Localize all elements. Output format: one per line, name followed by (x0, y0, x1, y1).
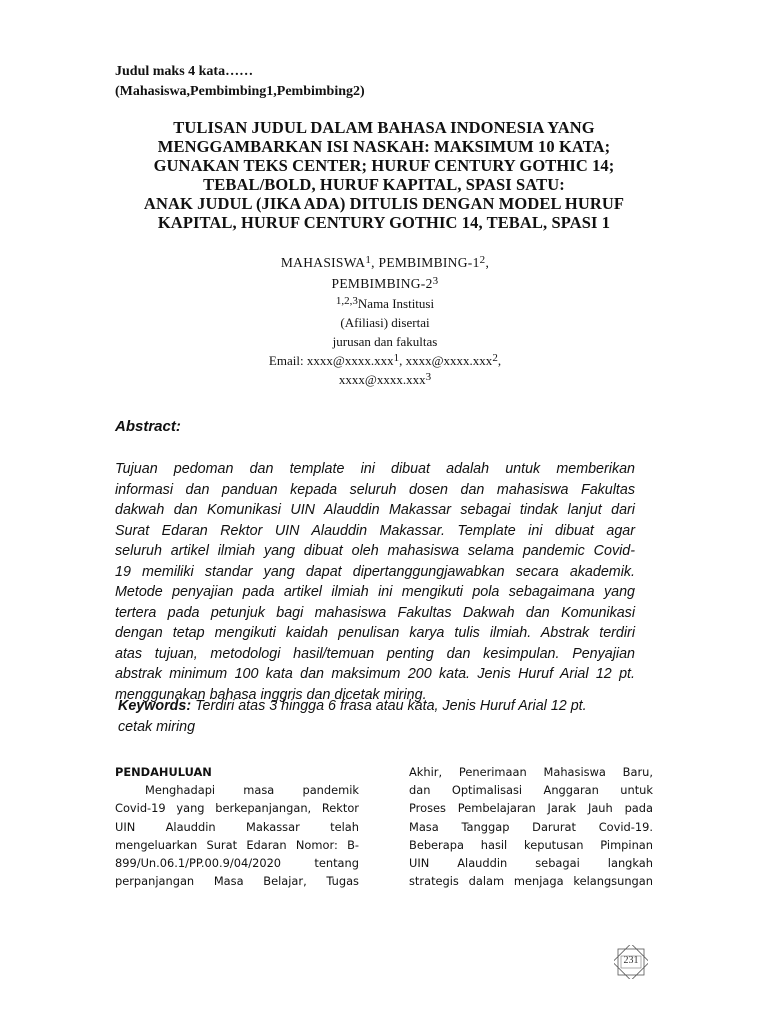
title-line: MENGGAMBARKAN ISI NASKAH: MAKSIMUM 10 KATA; (157, 137, 611, 156)
body-line: 899/Un.06.1/PP.00.9/04/2020 tentang (115, 856, 359, 871)
keywords-block (118, 696, 638, 737)
abstract-line: Metode penyajian pada artikel ilmiah ini mengikuti pola sebagaimana yang (115, 584, 635, 600)
email-sep: , (497, 353, 502, 368)
affiliation-text: Nama Institusi (357, 296, 435, 311)
author-sup: 2 (479, 254, 486, 266)
running-head (115, 62, 365, 102)
email-address: xxxx@xxxx.xxx (306, 353, 394, 368)
keywords-line-1 (118, 696, 638, 717)
page-number-badge (614, 945, 648, 979)
email-sup: 3 (425, 371, 432, 383)
body-line: UIN Alauddin sebagai langkah (409, 856, 653, 871)
email-label: Email: (268, 353, 307, 368)
page-number: 231 (623, 955, 639, 966)
abstract-heading: Abstract: (115, 418, 181, 435)
author-sup: 3 (432, 275, 439, 287)
title-line: GUNAKAN TEKS CENTER; HURUF CENTURY GOTHIC 14; (153, 156, 615, 175)
author-name: PEMBIMBING-2 (331, 276, 433, 291)
affiliation-sup: 1,2,3 (335, 295, 358, 307)
email-sup: 2 (492, 352, 498, 364)
body-column-left (115, 763, 359, 890)
email-sup: 1 (393, 352, 400, 364)
keywords-label: Keywords: (118, 698, 192, 714)
body-line: Menghadapi masa pandemik (145, 783, 359, 798)
email-line-2 (200, 370, 570, 389)
title-line: KAPITAL, HURUF CENTURY GOTHIC 14, TEBAL, SPASI 1 (157, 213, 611, 232)
affiliation-line-2: (Afiliasi) disertai (340, 315, 430, 330)
abstract-line: menggunakan bahasa inggris dan dicetak miring. (115, 686, 427, 703)
abstract-line: Tujuan pedoman dan template ini dibuat adalah untuk memberikan (115, 461, 635, 477)
abstract-line: dakwah dan Komunikasi UIN Alauddin Makassar sebagai tindak lanjut dari (115, 502, 635, 518)
abstract-line: abstrak minimum 100 kata dan maksimum 200 kata. Jenis Huruf Arial 12 pt. (115, 666, 635, 682)
body-line: mengeluarkan Surat Edaran Nomor: B- (115, 837, 359, 852)
body-line: perpanjangan Masa Belajar, Tugas (115, 874, 359, 889)
body-column-right (409, 763, 653, 890)
abstract-line: tertera pada petunjuk bagi mahasiswa Fakultas Dakwah dan Komunikasi (115, 604, 635, 621)
abstract-line: Surat Edaran Rektor UIN Alauddin Makassar. Template ini dibuat agar (115, 522, 635, 539)
abstract-line: atas tujuan, metodologi hasil/temuan penting dan kesimpulan. Penyajian (115, 645, 635, 662)
author-name: PEMBIMBING-1 (378, 255, 480, 270)
body-line: dan Optimalisasi Anggaran untuk (409, 783, 653, 798)
email-address: xxxx@xxxx.xxx (338, 372, 426, 387)
paper-title (100, 118, 668, 232)
body-line: Akhir, Penerimaan Mahasiswa Baru, (409, 765, 653, 779)
running-head-title: Judul maks 4 kata…… (115, 64, 254, 79)
author-sep: , (371, 255, 379, 270)
abstract-line: dengan tetap mengikuti kaidah penulisan karya tulis ilmiah. Abstrak terdiri (115, 625, 635, 641)
affiliation-line-3: jurusan dan fakultas (332, 334, 438, 349)
abstract-line: informasi dan panduan kepada seluruh dosen dan mahasiswa Fakultas (115, 481, 635, 498)
running-head-authors: (Mahasiswa,Pembimbing1,Pembimbing2) (115, 84, 365, 99)
abstract-line: 19 memiliki standar yang dapat dipertanggungjawabkan secara akademik. (115, 563, 635, 580)
body-line: Beberapa hasil keputusan Pimpinan (409, 837, 653, 852)
author-sup: 1 (365, 254, 372, 266)
section-heading: PENDAHULUAN (115, 765, 212, 779)
body-line: Proses Pembelajaran Jarak Jauh pada (409, 801, 653, 816)
author-sep: , (485, 255, 490, 270)
author-line-1 (200, 252, 570, 273)
title-line: TEBAL/BOLD, HURUF KAPITAL, SPASI SATU: (203, 175, 565, 194)
affiliation-line-1 (200, 294, 570, 313)
email-address: xxxx@xxxx.xxx (405, 353, 493, 368)
body-line: strategis dalam menjaga kelangsungan (409, 874, 653, 889)
body-line: Masa Tanggap Darurat Covid-19. (409, 819, 653, 834)
author-name: MAHASISWA (280, 255, 366, 270)
email-line-1 (200, 351, 570, 370)
body-line: Covid-19 yang berkepanjangan, Rektor (115, 801, 359, 816)
title-line: ANAK JUDUL (JIKA ADA) DITULIS DENGAN MODEL HURUF (143, 194, 625, 213)
keywords-text: Terdiri atas 3 hingga 6 frasa atau kata, Jenis Huruf Arial 12 pt. (191, 698, 587, 714)
abstract-body (115, 459, 635, 705)
email-sep: , (399, 353, 406, 368)
author-block (200, 252, 570, 389)
keywords-line-2: cetak miring (118, 718, 196, 735)
body-line: UIN Alauddin Makassar telah (115, 819, 359, 834)
author-line-2 (200, 273, 570, 294)
title-line: TULISAN JUDUL DALAM BAHASA INDONESIA YANG (173, 118, 595, 137)
abstract-line: seluruh artikel ilmiah yang dibuat oleh mahasiswa selama pandemic Covid- (115, 543, 635, 559)
